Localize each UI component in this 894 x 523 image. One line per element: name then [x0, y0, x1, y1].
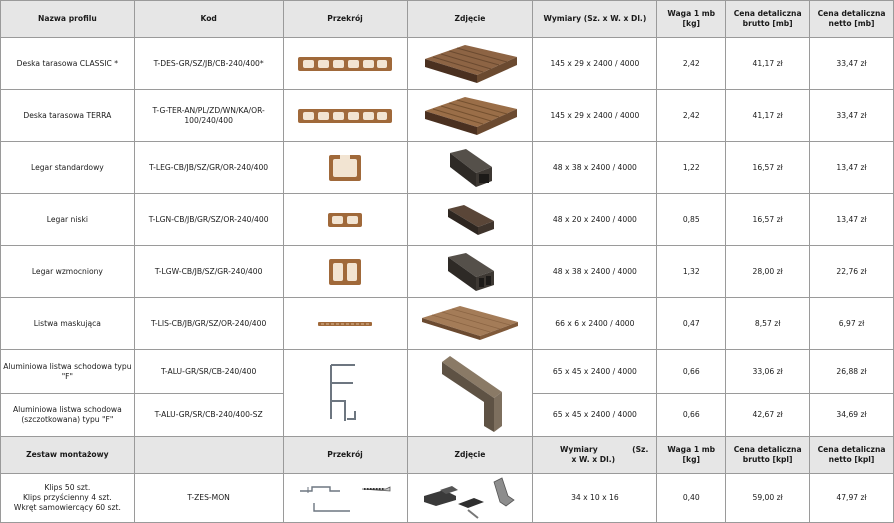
- header-gross: Cena detaliczna brutto [mb]: [726, 1, 810, 38]
- row-dims: 66 x 6 x 2400 / 4000: [533, 298, 657, 350]
- row-name: Aluminiowa listwa schodowa typu "F": [1, 350, 135, 394]
- row-gross: 41,17 zł: [726, 90, 810, 142]
- row-gross: 41,17 zł: [726, 38, 810, 90]
- table-row: [1, 90, 894, 142]
- kit-dims-label-b: (Sz.: [632, 445, 649, 454]
- row-gross: 8,57 zł: [726, 298, 810, 350]
- row-code: T-ALU-GR/SR/CB-240/400: [134, 350, 283, 394]
- header-photo: Zdjęcie: [407, 1, 533, 38]
- row-net: 34,69 zł: [810, 394, 894, 437]
- row-gross: 28,00 zł: [726, 246, 810, 298]
- row-weight: 1,22: [657, 142, 726, 194]
- row-dims: 65 x 45 x 2400 / 4000: [533, 394, 657, 437]
- row-weight: 2,42: [657, 90, 726, 142]
- stair-nosing-photo-icon: [407, 350, 533, 437]
- row-name: Listwa maskująca: [1, 298, 135, 350]
- low-joist-section-icon: [283, 194, 407, 246]
- table-row: [1, 246, 894, 298]
- row-weight: 2,42: [657, 38, 726, 90]
- row-gross: 33,06 zł: [726, 350, 810, 394]
- kit-header-gross: Cena detaliczna brutto [kpl]: [726, 437, 810, 474]
- row-weight: 0,47: [657, 298, 726, 350]
- reinforced-joist-section-icon: [283, 246, 407, 298]
- row-code: T-ALU-GR/SR/CB-240/400-SZ: [134, 394, 283, 437]
- row-dims: 48 x 38 x 2400 / 4000: [533, 142, 657, 194]
- kit-header-empty: [134, 437, 283, 474]
- row-name: Legar niski: [1, 194, 135, 246]
- kit-net: 47,97 zł: [810, 474, 894, 523]
- row-code: T-LGW-CB/JB/SZ/GR-240/400: [134, 246, 283, 298]
- table-row: [1, 298, 894, 350]
- kit-dims: 34 x 10 x 16: [533, 474, 657, 523]
- row-code: T-G-TER-AN/PL/ZD/WN/KA/OR-100/240/400: [134, 90, 283, 142]
- row-weight: 0,66: [657, 394, 726, 437]
- header-name: Nazwa profilu: [1, 1, 135, 38]
- kit-header-section: Przekrój: [283, 437, 407, 474]
- deck-board-photo-icon: [407, 38, 533, 90]
- kit-contents: [1, 474, 135, 523]
- row-net: 22,76 zł: [810, 246, 894, 298]
- trim-strip-section-icon: [283, 298, 407, 350]
- row-weight: 0,66: [657, 350, 726, 394]
- kit-dims-label-a: Wymiary: [560, 445, 598, 454]
- low-joist-photo-icon: [407, 194, 533, 246]
- row-code: T-DES-GR/SZ/JB/CB-240/400*: [134, 38, 283, 90]
- row-gross: 42,67 zł: [726, 394, 810, 437]
- row-dims: 145 x 29 x 2400 / 4000: [533, 38, 657, 90]
- joist-section-icon: [283, 142, 407, 194]
- row-net: 6,97 zł: [810, 298, 894, 350]
- kit-row: [1, 474, 894, 523]
- joist-photo-icon: [407, 142, 533, 194]
- row-code: T-LEG-CB/JB/SZ/GR/OR-240/400: [134, 142, 283, 194]
- row-dims: 145 x 29 x 2400 / 4000: [533, 90, 657, 142]
- row-gross: 16,57 zł: [726, 142, 810, 194]
- row-name: Legar wzmocniony: [1, 246, 135, 298]
- stair-nosing-section-icon: [283, 350, 407, 437]
- row-weight: 0,85: [657, 194, 726, 246]
- deck-board-section-icon: [283, 38, 407, 90]
- table-row: [1, 142, 894, 194]
- deck-board-section-icon: [283, 90, 407, 142]
- table-header: [1, 1, 894, 38]
- kit-gross: 59,00 zł: [726, 474, 810, 523]
- row-gross: 16,57 zł: [726, 194, 810, 246]
- header-weight: Waga 1 mb [kg]: [657, 1, 726, 38]
- deck-board-photo-icon: [407, 90, 533, 142]
- row-net: 33,47 zł: [810, 38, 894, 90]
- kit-header-name: Zestaw montażowy: [1, 437, 135, 474]
- row-name: Deska tarasowa CLASSIC *: [1, 38, 135, 90]
- kit-header: [1, 437, 894, 474]
- row-name: Aluminiowa listwa schodowa (szczotkowana) typu "F": [1, 394, 135, 437]
- kit-line: Klips 50 szt.: [44, 483, 91, 492]
- clip-screw-section-icon: [283, 474, 407, 523]
- kit-code: T-ZES-MON: [134, 474, 283, 523]
- row-name: Legar standardowy: [1, 142, 135, 194]
- row-name: Deska tarasowa TERRA: [1, 90, 135, 142]
- row-dims: 48 x 38 x 2400 / 4000: [533, 246, 657, 298]
- reinforced-joist-photo-icon: [407, 246, 533, 298]
- kit-dims-label-c: x W. x Dl.): [571, 455, 616, 464]
- row-net: 13,47 zł: [810, 194, 894, 246]
- row-net: 33,47 zł: [810, 90, 894, 142]
- header-section: Przekrój: [283, 1, 407, 38]
- trim-strip-photo-icon: [407, 298, 533, 350]
- kit-header-dims: [533, 437, 657, 474]
- row-code: T-LGN-CB/JB/GR/SZ/OR-240/400: [134, 194, 283, 246]
- header-code: Kod: [134, 1, 283, 38]
- kit-line: Wkręt samowiercący 60 szt.: [13, 503, 121, 512]
- kit-header-photo: Zdjęcie: [407, 437, 533, 474]
- row-dims: 65 x 45 x 2400 / 4000: [533, 350, 657, 394]
- row-code: T-LIS-CB/JB/GR/SZ/OR-240/400: [134, 298, 283, 350]
- table-row: [1, 194, 894, 246]
- kit-header-net: Cena detaliczna netto [kpl]: [810, 437, 894, 474]
- kit-line: Klips przyścienny 4 szt.: [22, 493, 112, 502]
- row-net: 13,47 zł: [810, 142, 894, 194]
- kit-weight: 0,40: [657, 474, 726, 523]
- table-row: [1, 350, 894, 394]
- clip-screw-photo-icon: [407, 474, 533, 523]
- header-dims: Wymiary (Sz. x W. x Dl.): [533, 1, 657, 38]
- kit-header-weight: Waga 1 mb [kg]: [657, 437, 726, 474]
- header-net: Cena detaliczna netto [mb]: [810, 1, 894, 38]
- table-row: [1, 38, 894, 90]
- row-dims: 48 x 20 x 2400 / 4000: [533, 194, 657, 246]
- row-net: 26,88 zł: [810, 350, 894, 394]
- row-weight: 1,32: [657, 246, 726, 298]
